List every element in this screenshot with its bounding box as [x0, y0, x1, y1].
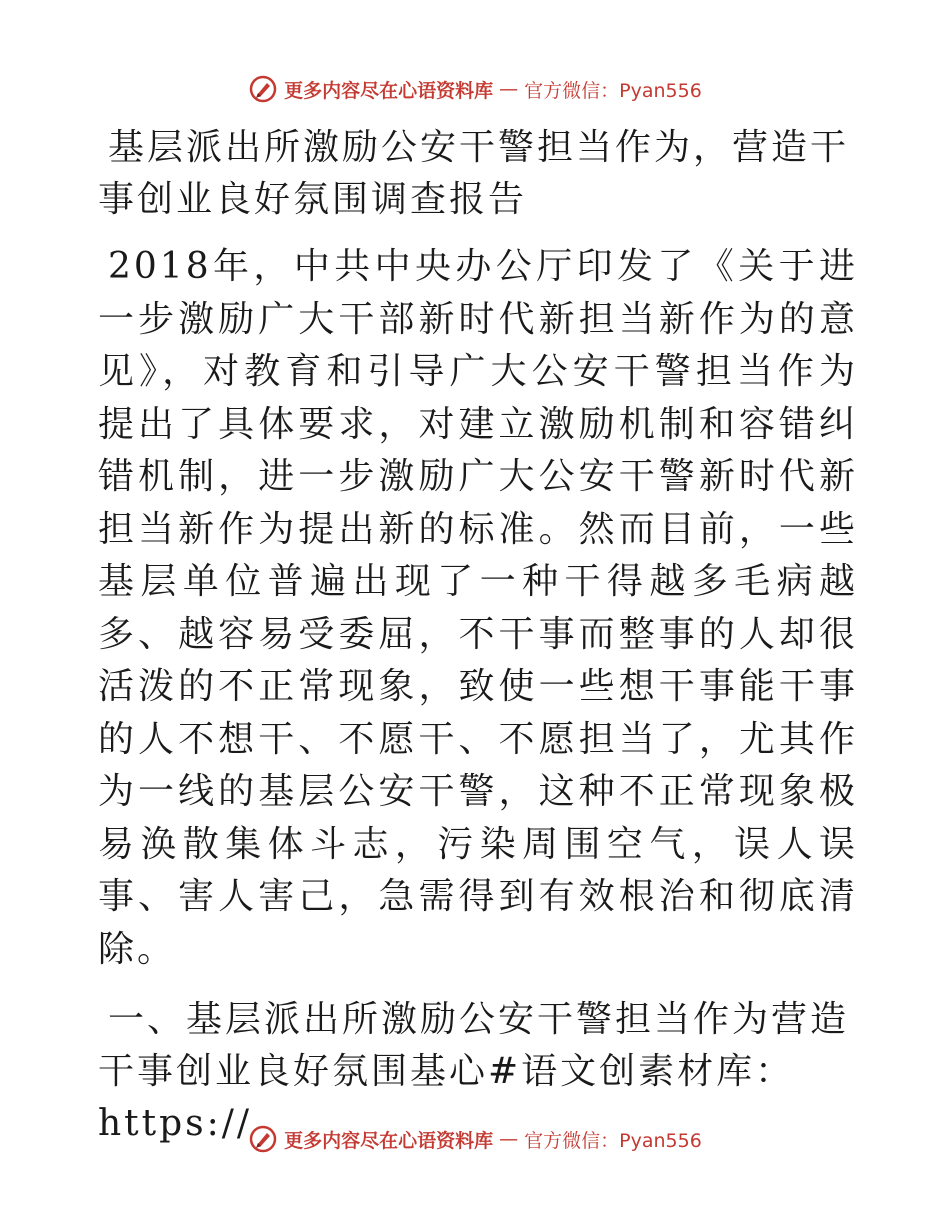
watermark-footer	[0, 1124, 950, 1154]
document-body	[98, 122, 858, 1150]
document-title: 基层派出所激励公安干警担当作为，营造干事创业良好氛围调查报告	[98, 127, 850, 220]
paragraph: 2018年，中共中央办公厅印发了《关于进一步激励广大干部新时代新担当新作为的意见》，对教育和引导广大公安干警担当作为提出了具体要求，对建立激励机制和容错纠错机制，进一步激励广大公安干警新时代新担当新作为提出新的标准。然而目前，一些基层单位普遍出现了一种干得越多毛病越多、越容易受委屈，不干事而整事的人却很活泼的不正常现象，致使一些想干事能干事的人不想干、不愿干、不愿担当了，尤其作为一线的基层公安干警，这种不正常现象极易涣散集体斗志，污染周围空气，误人误事、害人害己，急需得到有效根治和彻底清除。	[98, 246, 858, 970]
section-heading: 一、基层派出所激励公安干警担当作为营造干事创业良好氛围基心#语文创素材库：https://	[98, 999, 850, 1144]
watermark-text: 更多内容尽在心语资料库	[284, 79, 494, 102]
watermark-text: 更多内容尽在心语资料库	[284, 1129, 494, 1152]
watermark-header	[0, 74, 950, 104]
pen-logo-icon	[248, 1124, 278, 1154]
watermark-separator: —	[499, 1128, 519, 1150]
pen-logo-icon	[248, 74, 278, 104]
watermark-contact: 官方微信：Pyan556	[524, 1129, 702, 1152]
watermark-separator: —	[499, 78, 519, 100]
watermark-contact: 官方微信：Pyan556	[524, 79, 702, 102]
